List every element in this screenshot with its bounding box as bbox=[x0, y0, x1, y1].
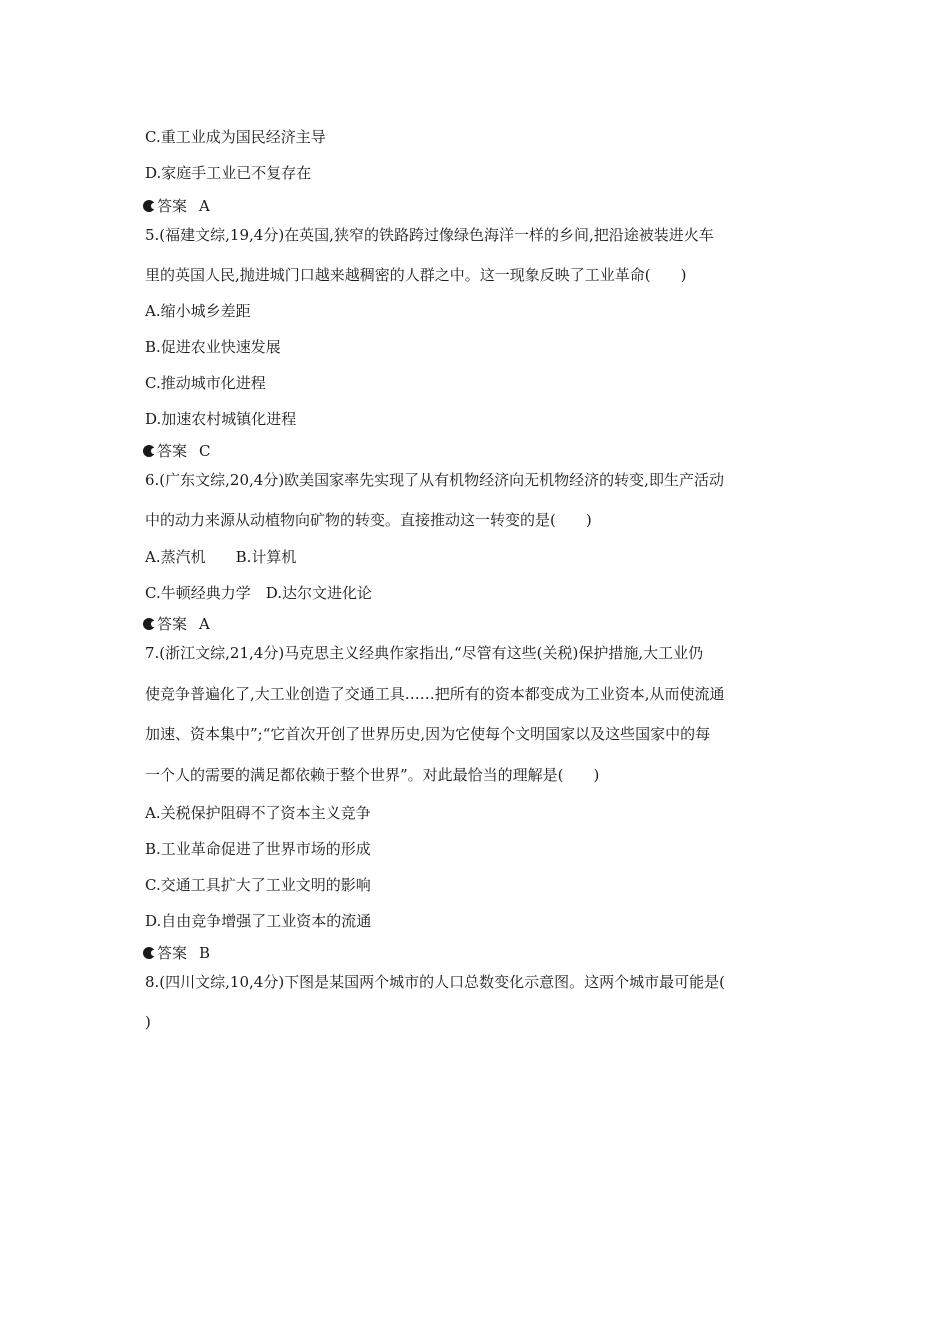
answer-value: A bbox=[199, 615, 210, 633]
answer-icon bbox=[143, 618, 155, 630]
answer-label: 答案 bbox=[157, 944, 188, 962]
answer-icon bbox=[143, 445, 155, 457]
question-text: 5.(福建文综,19,4分)在英国,狭窄的铁路跨过像绿色海洋一样的乡间,把沿途被装进火车 bbox=[145, 226, 714, 244]
answer-line bbox=[143, 943, 210, 963]
question-text: ) bbox=[145, 1013, 151, 1031]
answer-value: A bbox=[199, 197, 210, 215]
option-line: B.工业革命促进了世界市场的形成 bbox=[145, 840, 371, 858]
option-line: B.促进农业快速发展 bbox=[145, 338, 281, 356]
question-text: 6.(广东文综,20,4分)欧美国家率先实现了从有机物经济向无机物经济的转变,即生产活动 bbox=[145, 471, 724, 489]
question-text: 中的动力来源从动植物向矿物的转变。直接推动这一转变的是( ) bbox=[145, 511, 592, 529]
question-text: 8.(四川文综,10,4分)下图是某国两个城市的人口总数变化示意图。这两个城市最可能是( bbox=[145, 973, 726, 991]
option-line: A.缩小城乡差距 bbox=[145, 302, 251, 320]
option-line: C.重工业成为国民经济主导 bbox=[145, 128, 326, 146]
answer-label: 答案 bbox=[157, 197, 188, 215]
answer-label: 答案 bbox=[157, 615, 188, 633]
question-text: 一个人的需要的满足都依赖于整个世界”。对此最恰当的理解是( ) bbox=[145, 766, 600, 784]
option-line: C.推动城市化进程 bbox=[145, 374, 266, 392]
answer-icon bbox=[143, 200, 155, 212]
question-text: 7.(浙江文综,21,4分)马克思主义经典作家指出,“尽管有这些(关税)保护措施,大工业仍 bbox=[145, 644, 704, 662]
option-line: A.关税保护阻碍不了资本主义竞争 bbox=[145, 804, 371, 822]
answer-line bbox=[143, 441, 211, 461]
question-text: 使竞争普遍化了,大工业创造了交通工具……把所有的资本都变成为工业资本,从而使流通 bbox=[145, 685, 725, 703]
answer-line bbox=[143, 196, 210, 216]
question-text: 里的英国人民,抛进城门口越来越稠密的人群之中。这一现象反映了工业革命( ) bbox=[145, 266, 687, 284]
option-line: A.蒸汽机 B.计算机 bbox=[145, 548, 297, 566]
answer-label: 答案 bbox=[157, 442, 188, 460]
option-line: C.牛顿经典力学 D.达尔文进化论 bbox=[145, 584, 372, 602]
answer-value: B bbox=[199, 944, 211, 962]
answer-value: C bbox=[199, 442, 211, 460]
answer-line bbox=[143, 614, 210, 634]
question-text: 加速、资本集中”;“它首次开创了世界历史,因为它使每个文明国家以及这些国家中的每 bbox=[145, 725, 711, 743]
answer-icon bbox=[143, 947, 155, 959]
option-line: D.加速农村城镇化进程 bbox=[145, 410, 297, 428]
option-line: D.自由竞争增强了工业资本的流通 bbox=[145, 912, 372, 930]
option-line: C.交通工具扩大了工业文明的影响 bbox=[145, 876, 371, 894]
option-line: D.家庭手工业已不复存在 bbox=[145, 164, 312, 182]
